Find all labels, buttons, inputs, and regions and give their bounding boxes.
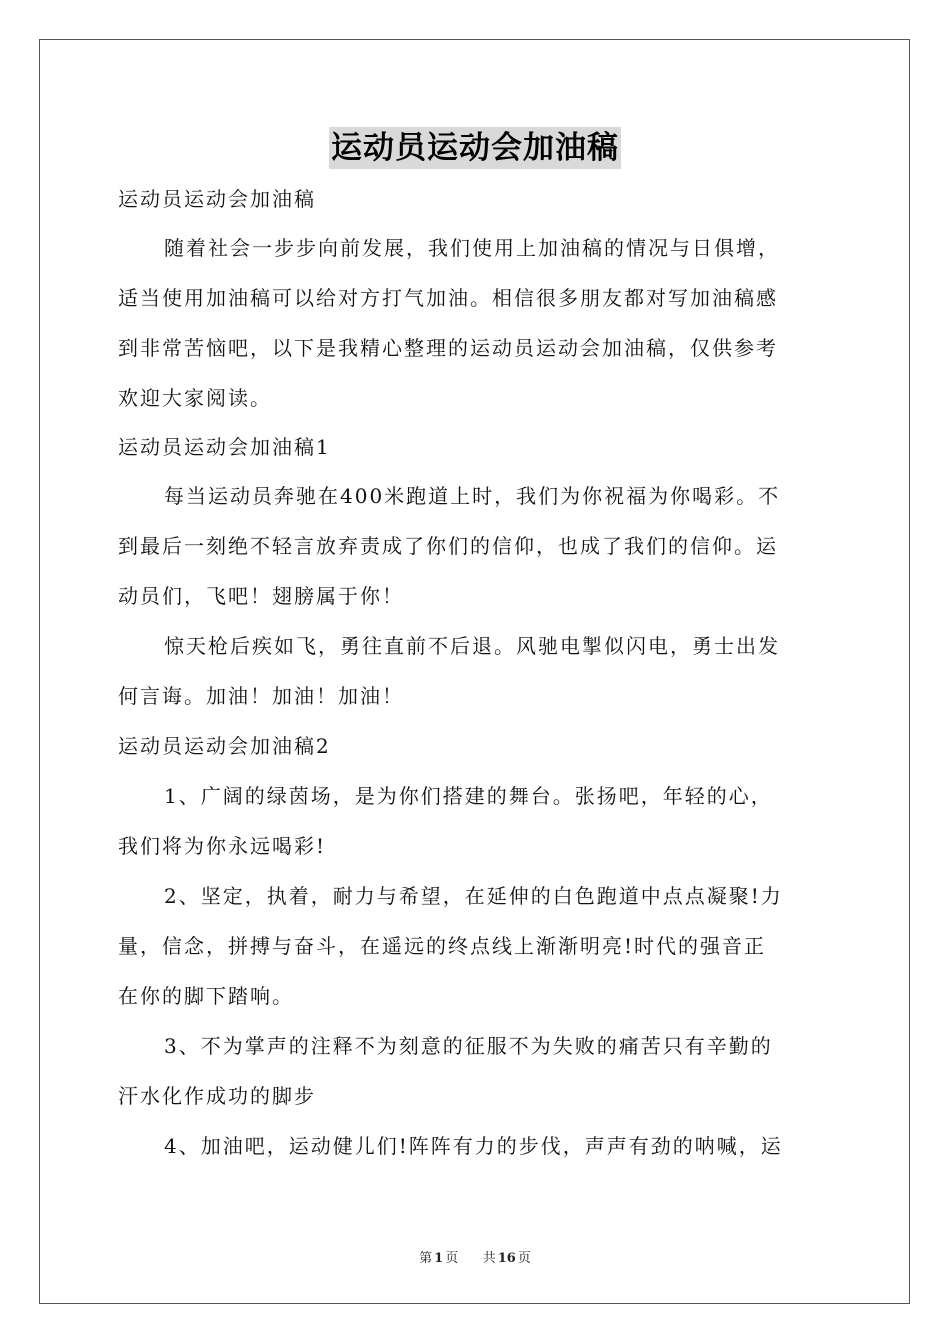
paragraph-line: 动员们，飞吧！翅膀属于你！ — [118, 584, 404, 608]
page-title: 运动员运动会加油稿 — [329, 127, 621, 169]
document-body — [118, 179, 834, 1171]
page-suffix: 页 — [445, 1251, 459, 1266]
paragraph-line: 适当使用加油稿可以给对方打气加油。相信很多朋友都对写加油稿感 — [118, 286, 778, 310]
paragraph-line: 何言诲。加油！加油！加油！ — [118, 684, 404, 708]
page-current: 1 — [434, 1251, 444, 1266]
total-prefix: 共 — [482, 1251, 496, 1266]
intro-paragraph — [118, 223, 834, 423]
title-area — [0, 127, 950, 169]
paragraph-line: 2、坚定，执着，耐力与希望，在延伸的白色跑道中点点凝聚!力 — [164, 884, 783, 908]
total-pages: 16 — [497, 1251, 516, 1266]
page-prefix: 第 — [419, 1251, 433, 1266]
paragraph-line: 随着社会一步步向前发展，我们使用上加油稿的情况与日俱增， — [164, 236, 780, 260]
paragraph-line: 欢迎大家阅读。 — [118, 386, 272, 410]
paragraph-line: 每当运动员奔驰在400米跑道上时，我们为你祝福为你喝彩。不 — [164, 484, 781, 508]
page-number — [417, 1251, 460, 1266]
paragraph-line: 惊天枪后疾如飞，勇往直前不后退。风驰电掣似闪电，勇士出发 — [164, 634, 780, 658]
section2-item-2 — [118, 871, 834, 1021]
section1-paragraph-1 — [118, 471, 834, 621]
document-subtitle: 运动员运动会加油稿 — [118, 187, 316, 211]
paragraph-line: 1、广阔的绿茵场，是为你们搭建的舞台。张扬吧，年轻的心， — [164, 784, 773, 808]
paragraph-line: 汗水化作成功的脚步 — [118, 1084, 316, 1108]
section-heading-1: 运动员运动会加油稿1 — [118, 435, 331, 459]
page-footer — [0, 1247, 950, 1266]
section1-paragraph-2 — [118, 621, 834, 721]
paragraph-line: 量，信念，拼搏与奋斗，在遥远的终点线上渐渐明亮!时代的强音正 — [118, 934, 767, 958]
total-suffix: 页 — [517, 1251, 531, 1266]
paragraph-line: 我们将为你永远喝彩! — [118, 834, 327, 858]
paragraph-line: 在你的脚下踏响。 — [118, 984, 294, 1008]
paragraph-line: 4、加油吧，运动健儿们!阵阵有力的步伐，声声有劲的呐喊，运 — [164, 1134, 783, 1158]
section2-item-3 — [118, 1021, 834, 1121]
section2-item-4 — [118, 1121, 834, 1171]
section2-item-1 — [118, 771, 834, 871]
page-total — [481, 1251, 533, 1266]
paragraph-line: 到最后一刻绝不轻言放弃责成了你们的信仰，也成了我们的信仰。运 — [118, 534, 778, 558]
section-heading-2: 运动员运动会加油稿2 — [118, 734, 331, 758]
paragraph-line: 3、不为掌声的注释不为刻意的征服不为失败的痛苦只有辛勤的 — [164, 1034, 773, 1058]
paragraph-line: 到非常苦恼吧，以下是我精心整理的运动员运动会加油稿，仅供参考 — [118, 336, 778, 360]
